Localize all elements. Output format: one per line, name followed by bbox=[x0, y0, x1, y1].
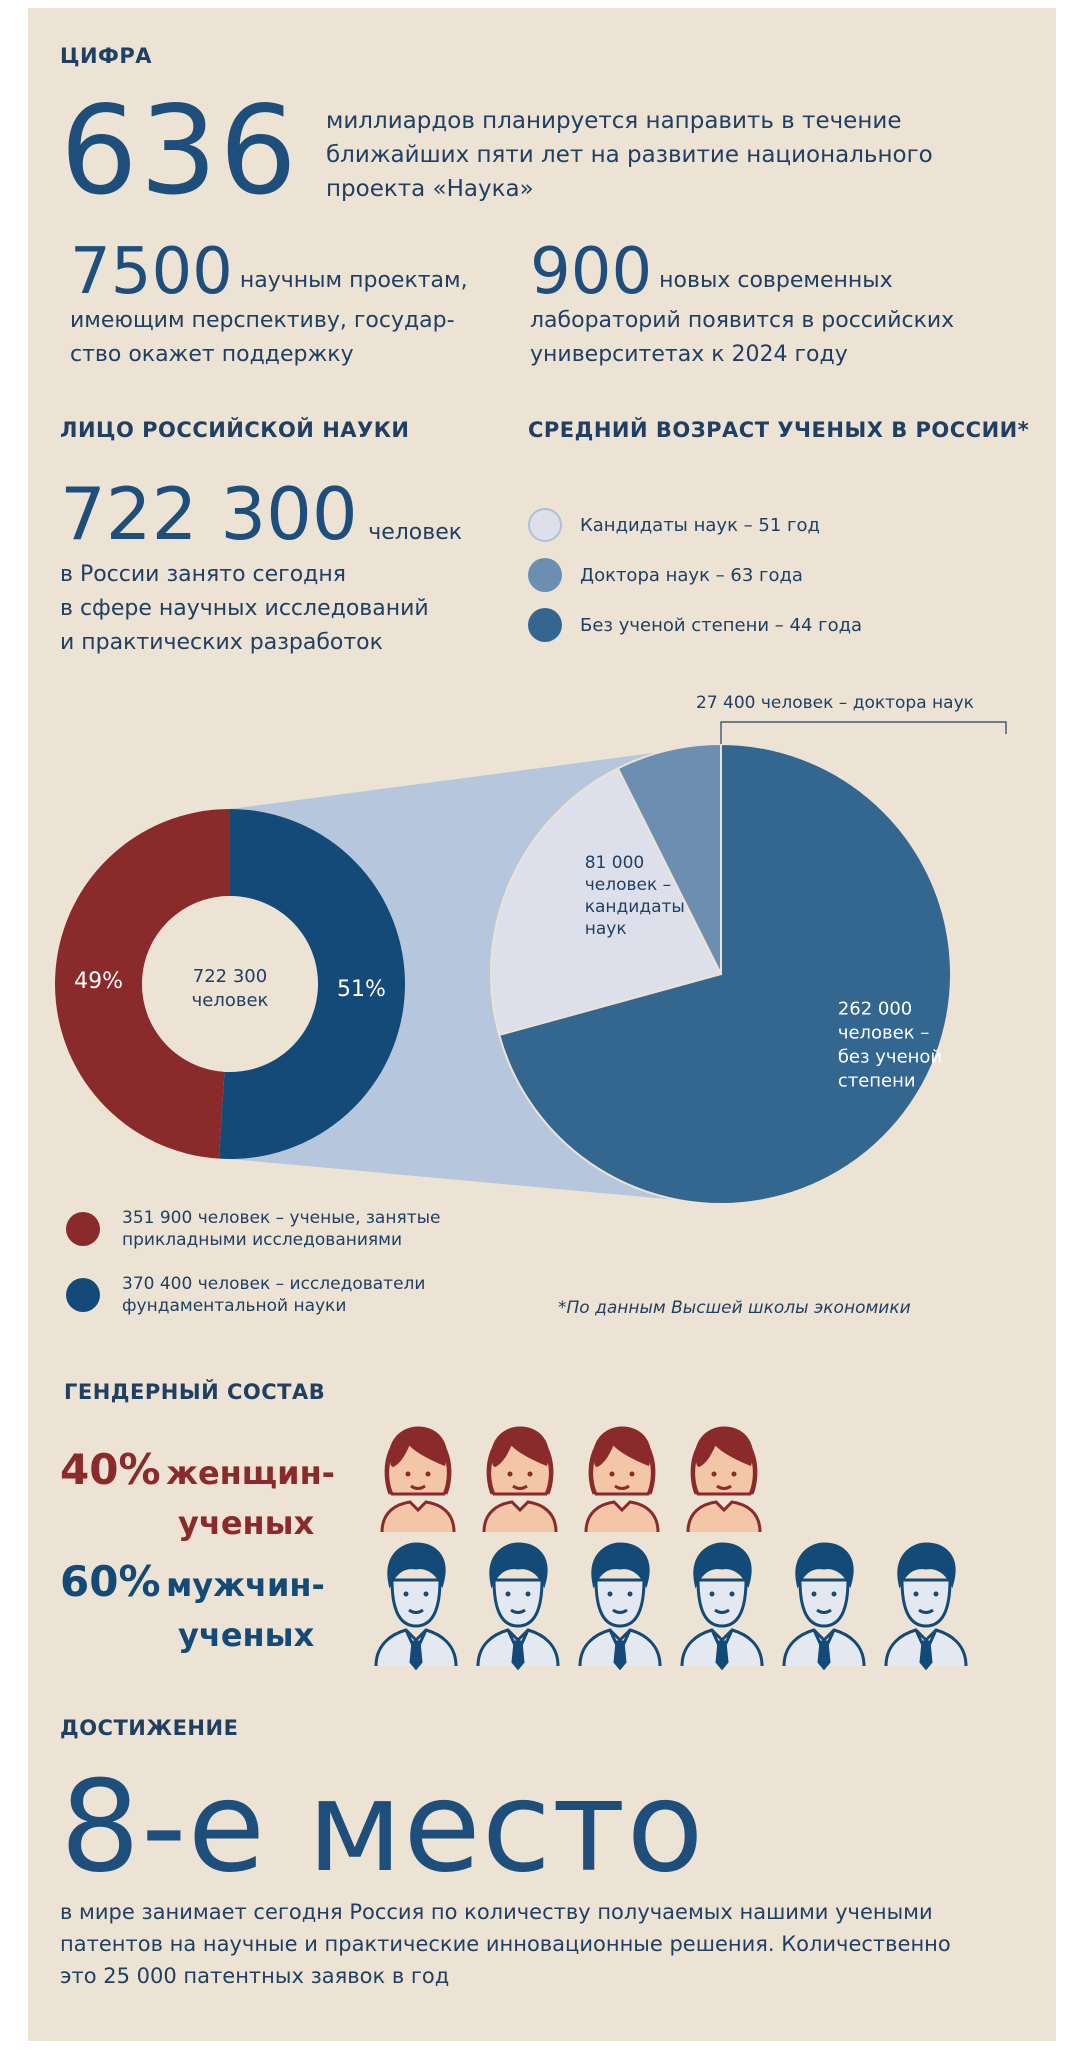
stat-text: имеющим перспективу, государ- bbox=[70, 308, 455, 333]
circle-icon bbox=[66, 1278, 100, 1312]
legend-line: 370 400 человек – исследователи bbox=[122, 1274, 426, 1294]
donut-center-number: 722 300 bbox=[192, 966, 268, 987]
donut-slice-label: 51% bbox=[336, 977, 386, 1003]
description-line: и практических разработок bbox=[60, 630, 383, 655]
women-stat bbox=[60, 1445, 335, 1545]
big-number-636: 636 bbox=[60, 80, 299, 222]
stat-text: ство окажет поддержку bbox=[70, 342, 354, 367]
stat-text: университетах к 2024 году bbox=[530, 342, 848, 367]
women-icons bbox=[374, 1420, 834, 1540]
pie-slice-label: 27 400 человек – доктора наук bbox=[696, 693, 974, 713]
donut-legend-item bbox=[66, 1262, 440, 1328]
circle-icon bbox=[528, 608, 562, 642]
staff-count bbox=[60, 472, 463, 556]
circle-icon bbox=[528, 508, 562, 542]
men-label: мужчин- bbox=[166, 1566, 325, 1604]
age-legend-item bbox=[528, 600, 862, 650]
stat-900 bbox=[530, 235, 1010, 372]
man-icon bbox=[376, 1544, 456, 1668]
stat-text: научным проектам, bbox=[239, 268, 468, 293]
man-icon bbox=[784, 1544, 864, 1668]
circle-icon bbox=[528, 558, 562, 592]
achievement-description bbox=[60, 1896, 951, 1992]
age-legend-label: Доктора наук – 63 года bbox=[580, 564, 803, 586]
pie-slice-label: степени bbox=[837, 1070, 916, 1092]
woman-icon bbox=[484, 1428, 556, 1532]
men-icons bbox=[374, 1538, 1014, 1670]
pie-slice-label: без ученой bbox=[837, 1046, 943, 1068]
achievement-big: 8-е место bbox=[60, 1753, 705, 1900]
description-line: миллиардов планируется направить в течение bbox=[326, 108, 902, 134]
stat-number: 7500 bbox=[70, 235, 233, 309]
big-number-description bbox=[326, 104, 933, 206]
section-header-achievement: ДОСТИЖЕНИЕ bbox=[60, 1716, 239, 1740]
age-legend-label: Без ученой степени – 44 года bbox=[580, 614, 863, 636]
women-label-2: ученых bbox=[178, 1504, 315, 1542]
pie-leader-line bbox=[721, 722, 1006, 744]
infographic-card bbox=[28, 8, 1056, 2041]
stat-text: лабораторий появится в российских bbox=[530, 308, 955, 333]
pie-slice-label: человек – bbox=[584, 874, 672, 895]
woman-icon bbox=[586, 1428, 658, 1532]
section-header-gender: ГЕНДЕРНЫЙ СОСТАВ bbox=[64, 1380, 326, 1404]
pie-slice-label: 81 000 bbox=[584, 852, 645, 873]
description-line: в мире занимает сегодня Россия по количеству получаемых нашими учеными bbox=[60, 1900, 933, 1924]
footnote: *По данным Высшей школы экономики bbox=[558, 1298, 911, 1318]
man-icon bbox=[886, 1544, 966, 1668]
donut-slice-label: 49% bbox=[74, 968, 124, 994]
women-label: женщин- bbox=[166, 1454, 335, 1492]
staff-unit: человек bbox=[368, 520, 463, 545]
section-header-face: ЛИЦО РОССИЙСКОЙ НАУКИ bbox=[60, 418, 410, 442]
charts-svg bbox=[28, 668, 1056, 1228]
stat-7500 bbox=[70, 235, 490, 372]
description-line: в России занято сегодня bbox=[60, 562, 347, 587]
stat-number: 900 bbox=[530, 235, 653, 309]
description-line: проекта «Наука» bbox=[326, 176, 534, 202]
men-percent: 60% bbox=[60, 1557, 161, 1606]
donut-legend-label bbox=[122, 1207, 440, 1251]
legend-line: фундаментальной науки bbox=[122, 1296, 347, 1316]
women-percent: 40% bbox=[60, 1445, 161, 1494]
donut-legend-label bbox=[122, 1273, 425, 1317]
age-legend-item bbox=[528, 550, 862, 600]
woman-icon bbox=[382, 1428, 454, 1532]
description-line: патентов на научные и практические инновационные решения. Количественно bbox=[60, 1932, 951, 1956]
circle-icon bbox=[66, 1212, 100, 1246]
stat-text: новых современных bbox=[659, 268, 893, 293]
age-legend-label: Кандидаты наук – 51 год bbox=[580, 514, 820, 536]
section-header-figure: ЦИФРА bbox=[60, 44, 153, 68]
description-line: в сфере научных исследований bbox=[60, 596, 429, 621]
man-icon bbox=[478, 1544, 558, 1668]
man-icon bbox=[682, 1544, 762, 1668]
donut-center-unit: человек bbox=[191, 990, 269, 1011]
description-line: ближайших пяти лет на развитие национального bbox=[326, 142, 933, 168]
description-line: это 25 000 патентных заявок в год bbox=[60, 1964, 450, 1988]
pie-slice-label: наук bbox=[584, 918, 627, 939]
pie-slice-label: кандидаты bbox=[584, 896, 685, 917]
legend-line: 351 900 человек – ученые, занятые bbox=[122, 1208, 441, 1228]
man-icon bbox=[580, 1544, 660, 1668]
pie-slice-label: 262 000 bbox=[837, 998, 913, 1020]
staff-description bbox=[60, 558, 429, 660]
staff-number: 722 300 bbox=[60, 472, 358, 556]
donut-legend bbox=[66, 1196, 440, 1328]
section-header-age: СРЕДНИЙ ВОЗРАСТ УЧЕНЫХ В РОССИИ* bbox=[528, 418, 1030, 442]
legend-line: прикладными исследованиями bbox=[122, 1230, 402, 1250]
men-stat bbox=[60, 1557, 325, 1657]
men-label-2: ученых bbox=[178, 1616, 315, 1654]
pie-slice-label: человек – bbox=[837, 1022, 930, 1044]
age-legend bbox=[528, 500, 862, 650]
woman-icon bbox=[688, 1428, 760, 1532]
donut-legend-item bbox=[66, 1196, 440, 1262]
age-legend-item bbox=[528, 500, 862, 550]
